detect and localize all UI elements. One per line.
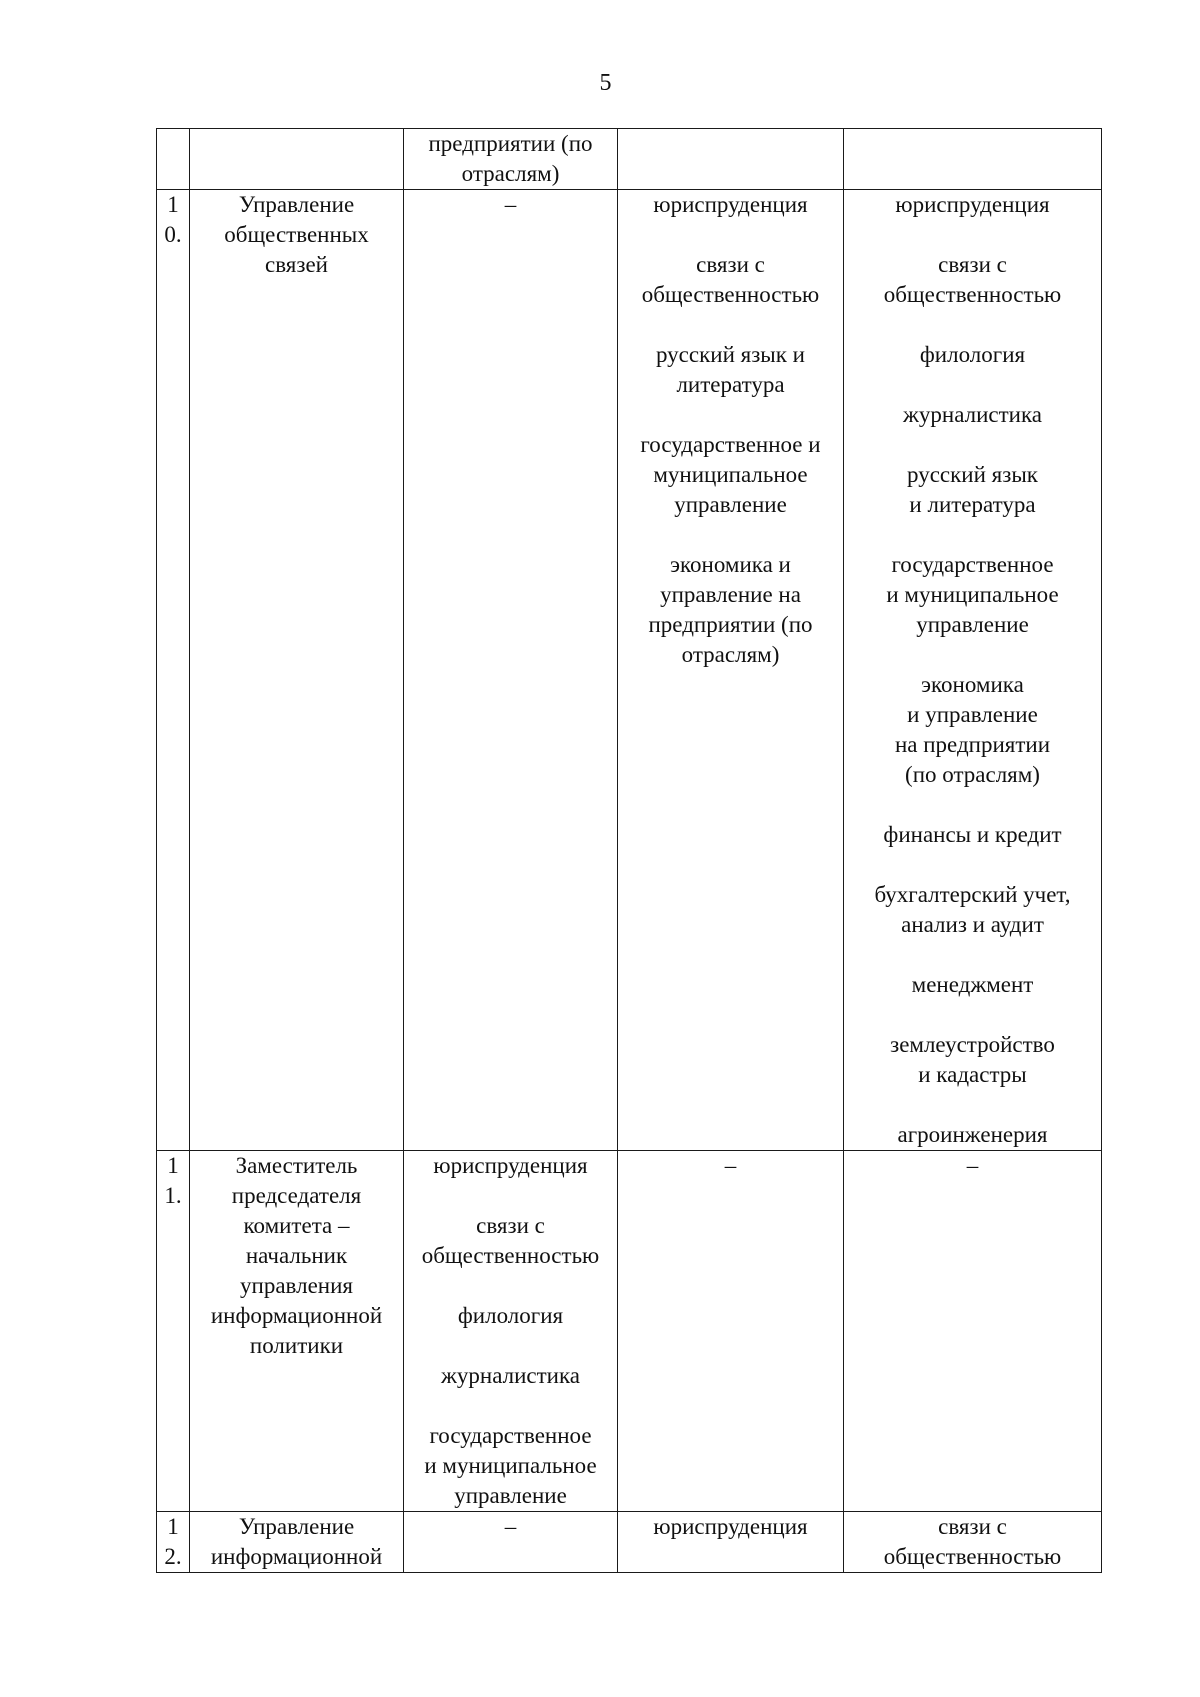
- specialty-entry: менеджмент: [911, 972, 1034, 997]
- specialty-cell-col5: [844, 129, 1102, 190]
- specialty-entry: финансы и кредит: [883, 822, 1062, 847]
- specialty-entry: –: [966, 1153, 979, 1178]
- specialty-entry: землеустройство и кадастры: [890, 1032, 1055, 1087]
- specialty-cell-col3: [404, 1512, 618, 1573]
- specialty-entry: –: [504, 1514, 517, 1539]
- specialties-table: [156, 128, 1102, 1573]
- specialty-cell-col5: [844, 190, 1102, 1151]
- table-row: [157, 190, 1102, 1151]
- specialty-entry: филология: [919, 342, 1026, 367]
- row-number-cell: [157, 190, 190, 1151]
- unit-name-cell: [190, 1512, 404, 1573]
- unit-name: Заместитель председателя комитета – начальник управления информационной политики: [210, 1153, 383, 1358]
- specialty-entry: журналистика: [441, 1363, 580, 1388]
- specialty-entry: юриспруденция: [433, 1153, 588, 1178]
- specialty-entry: экономика и управление на предприятии (по отраслям): [648, 552, 813, 667]
- specialty-entry: русский язык и литература: [907, 462, 1038, 517]
- specialty-cell-col3: [404, 1151, 618, 1512]
- specialty-entry: русский язык и литература: [655, 342, 805, 397]
- table-row: [157, 1151, 1102, 1512]
- specialty-entry: бухгалтерский учет, анализ и аудит: [874, 882, 1071, 937]
- specialty-cell-col4: [618, 1151, 844, 1512]
- specialty-entry: предприятии (по отраслям): [428, 131, 593, 186]
- row-number-part: 2.: [164, 1544, 182, 1569]
- specialty-entry: юриспруденция: [653, 1514, 808, 1539]
- specialty-entry: –: [724, 1153, 737, 1178]
- specialty-cell-col4: [618, 190, 844, 1151]
- specialty-entry: филология: [457, 1303, 564, 1328]
- row-number-part: 1: [167, 192, 179, 217]
- unit-name-cell: [190, 190, 404, 1151]
- unit-name: Управление информационной: [210, 1514, 383, 1569]
- specialty-entry: юриспруденция: [895, 192, 1050, 217]
- specialty-entry: журналистика: [903, 402, 1042, 427]
- table-row: [157, 1512, 1102, 1573]
- row-number-cell: [157, 129, 190, 190]
- specialty-entry: связи с общественностью: [883, 252, 1062, 307]
- unit-name-cell: [190, 129, 404, 190]
- specialty-entry: агроинженерия: [897, 1122, 1048, 1147]
- specialty-entry: государственное и муниципальное управление: [640, 432, 821, 517]
- specialty-entry: связи с общественностью: [421, 1213, 600, 1268]
- row-number-part: 1: [167, 1153, 179, 1178]
- specialty-cell-col4: [618, 1512, 844, 1573]
- row-number-part: 0.: [164, 222, 182, 247]
- row-number-part: 1.: [164, 1183, 182, 1208]
- unit-name: Управление общественных связей: [224, 192, 369, 277]
- unit-name-cell: [190, 1151, 404, 1512]
- specialty-entry: –: [504, 192, 517, 217]
- specialty-entry: экономика и управление на предприятии (по отраслям): [894, 672, 1051, 787]
- row-number-cell: [157, 1512, 190, 1573]
- specialty-entry: юриспруденция: [653, 192, 808, 217]
- specialty-cell-col4: [618, 129, 844, 190]
- specialty-entry: связи с общественностью: [883, 1514, 1062, 1569]
- table-row-continuation: [157, 129, 1102, 190]
- specialty-cell-col3: [404, 190, 618, 1151]
- specialty-cell-col5: [844, 1512, 1102, 1573]
- page-number: 5: [599, 70, 612, 96]
- specialty-cell-col3: [404, 129, 618, 190]
- specialty-entry: связи с общественностью: [641, 252, 820, 307]
- row-number-cell: [157, 1151, 190, 1512]
- row-number-part: 1: [167, 1514, 179, 1539]
- specialty-entry: государственное и муниципальное управление: [424, 1423, 597, 1508]
- specialty-entry: государственное и муниципальное управление: [886, 552, 1059, 637]
- specialty-cell-col5: [844, 1151, 1102, 1512]
